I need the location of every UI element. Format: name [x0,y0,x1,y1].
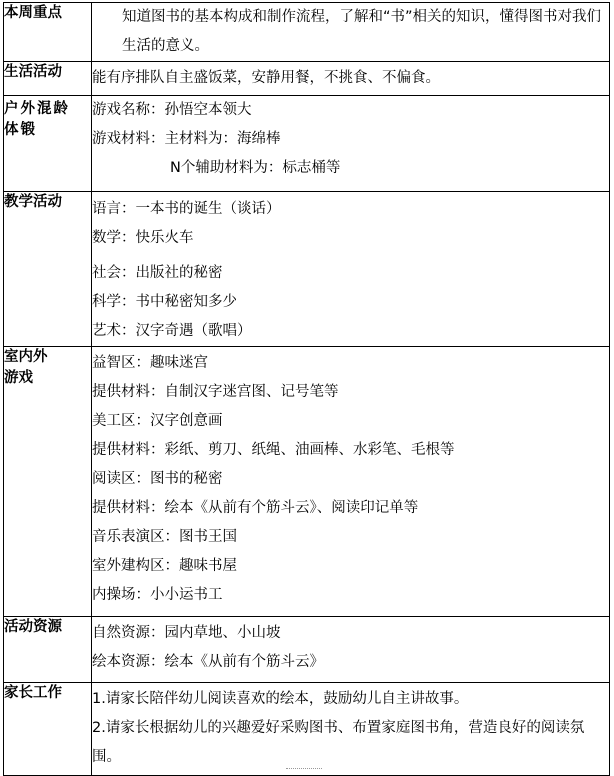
row-games [4,347,610,617]
label-games: 室内外游戏 [4,347,92,617]
games-line-1: 益智区：趣味迷宫 [92,355,208,371]
games-line-8: 室外建构区：趣味书屋 [92,558,237,574]
label-focus: 本周重点 [4,3,92,62]
outdoor-line-2: 游戏材料：主材料为：海绵棒 [92,131,281,147]
label-outdoor: 户外混龄体锻 [4,96,92,192]
resources-line-1: 自然资源：园内草地、小山坡 [92,625,281,641]
label-teaching: 教学活动 [4,192,92,347]
teaching-line-2: 数学：快乐火车 [92,230,194,246]
row-teaching [4,192,610,347]
row-outdoor [4,96,610,192]
games-line-2: 提供材料：自制汉字迷宫图、记号笔等 [92,384,339,400]
games-line-3: 美工区：汉字创意画 [92,413,223,429]
label-resources: 活动资源 [4,617,92,683]
games-line-9: 内操场：小小运书工 [92,587,223,603]
resources-line-2: 绘本资源：绘本《从前有个筋斗云》 [92,654,324,670]
teaching-line-4: 科学：书中秘密知多少 [92,294,237,310]
games-line-5: 阅读区：图书的秘密 [92,471,223,487]
games-line-4: 提供材料：彩纸、剪刀、纸绳、油画棒、水彩笔、毛根等 [92,442,455,458]
row-focus [4,3,610,62]
footer-mark [286,768,322,770]
games-line-6: 提供材料：绘本《从前有个筋斗云》、阅读印记单等 [92,500,419,516]
teaching-line-1: 语言：一本书的诞生（谈话） [92,201,281,217]
focus-text: 知道图书的基本构成和制作流程，了解和“书”相关的知识，懂得图书对我们生活的意义。 [122,9,602,54]
weekly-plan-table [3,2,610,776]
games-line-7: 音乐表演区：图书王国 [92,529,237,545]
label-life: 生活活动 [4,62,92,96]
label-family: 家长工作 [4,683,92,776]
outdoor-line-1: 游戏名称：孙悟空本领大 [92,102,252,118]
family-line-2: 2.请家长根据幼儿的兴趣爱好采购图书、布置家庭图书角，营造良好的阅读氛围。 [92,720,585,765]
row-life [4,62,610,96]
teaching-line-3: 社会：出版社的秘密 [92,265,223,281]
teaching-line-5: 艺术：汉字奇遇（歌唱） [92,323,252,339]
life-text: 能有序排队自主盛饭菜，安静用餐，不挑食、不偏食。 [92,70,440,86]
family-line-1: 1.请家长陪伴幼儿阅读喜欢的绘本，鼓励幼儿自主讲故事。 [92,691,469,707]
row-resources [4,617,610,683]
outdoor-line-3: N个辅助材料为：标志桶等 [170,160,341,176]
row-family [4,683,610,776]
